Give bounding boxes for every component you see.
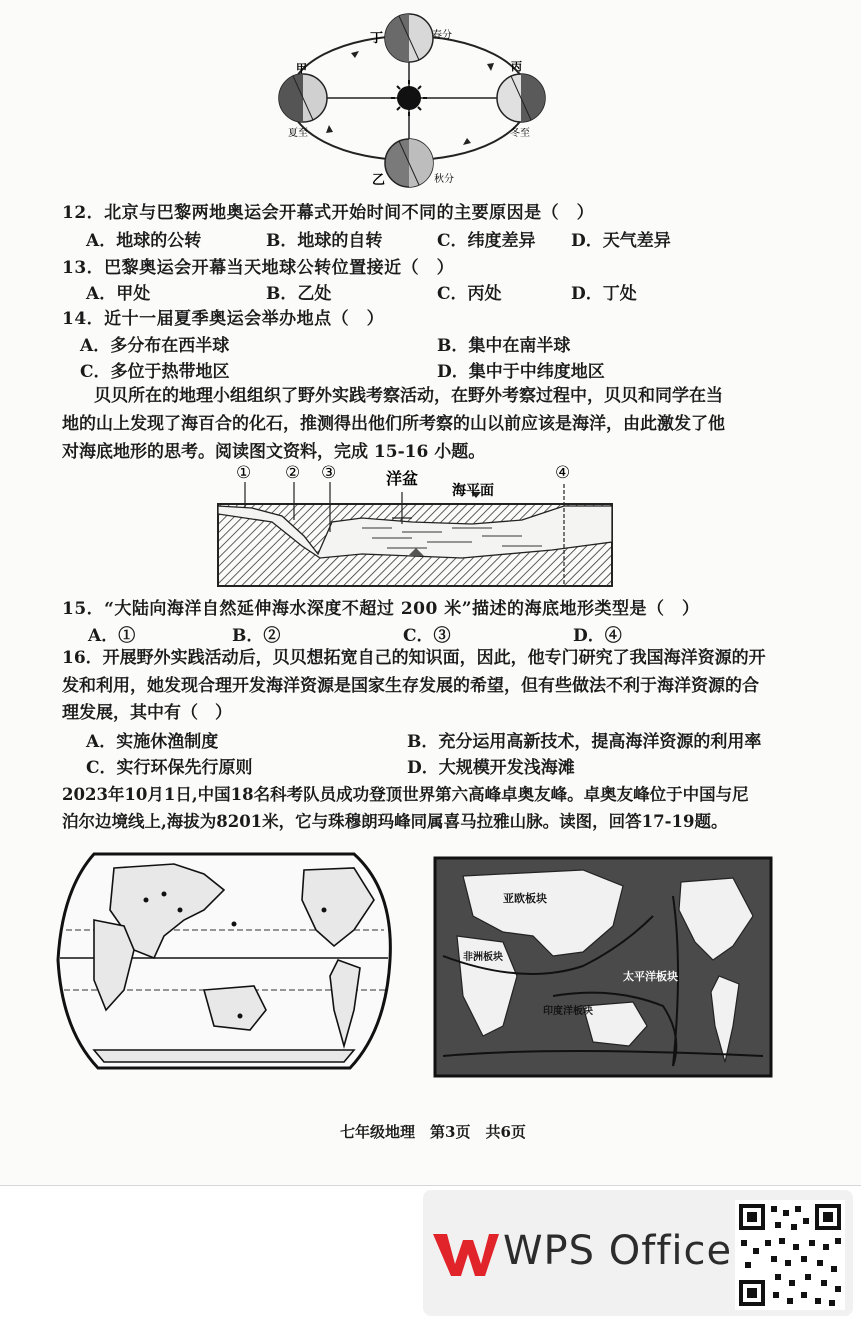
- q16-line1: 16．开展野外实践活动后，贝贝想拓宽自己的知识面，因此，他专门研究了我国海洋资源的开: [62, 648, 766, 668]
- q12-option-b[interactable]: B．地球的自转: [266, 231, 383, 251]
- q14-option-d[interactable]: D．集中于中纬度地区: [437, 362, 605, 382]
- label-xiazhi: 夏至: [288, 128, 308, 139]
- label-bing: 丙: [511, 60, 522, 73]
- marker-2: ②: [285, 463, 301, 483]
- eurasian-plate-label: 亚欧板块: [503, 892, 547, 905]
- label-qiufen: 秋分: [434, 174, 454, 185]
- earth-right-icon: [497, 74, 545, 122]
- q12-stem: 12．北京与巴黎两地奥运会开幕式开始时间不同的主要原因是（ ）: [62, 203, 595, 223]
- q16-option-c[interactable]: C．实行环保先行原则: [86, 758, 253, 778]
- q15-option-a[interactable]: A．①: [88, 626, 136, 646]
- sea-level-label: 海平面: [452, 483, 494, 499]
- earth-left-icon: [279, 74, 327, 122]
- marker-4: ④: [555, 463, 571, 483]
- q14-stem: 14．近十一届夏季奥运会举办地点（ ）: [62, 309, 385, 329]
- marker-1: ①: [236, 463, 252, 483]
- earth-bottom-icon: [385, 139, 433, 187]
- antarctica-shape: [94, 1050, 354, 1062]
- q12-option-d[interactable]: D．天气差异: [571, 231, 671, 251]
- label-yi: 乙: [372, 173, 386, 188]
- passage2-line2: 泊尔边境线上,海拔为8201米，它与珠穆朗玛峰同属喜马拉雅山脉。读图，回答17-19题。: [62, 812, 728, 831]
- q15-option-b[interactable]: B．②: [232, 626, 281, 646]
- marker-3: ③: [321, 463, 337, 483]
- qr-code-icon[interactable]: [735, 1200, 845, 1310]
- q13-stem: 13．巴黎奥运会开幕当天地球公转位置接近（ ）: [62, 258, 455, 278]
- indo-australian-plate-label: 印度洋板块: [543, 1006, 593, 1017]
- label-ding: 丁: [370, 31, 384, 46]
- plate-tectonics-map: [433, 856, 773, 1078]
- passage1-line3: 对海底地形的思考。阅读图文资料，完成 15-16 小题。: [62, 442, 486, 462]
- q16-option-b[interactable]: B．充分运用高新技术，提高海洋资源的利用率: [407, 732, 762, 752]
- page-divider: [0, 1185, 861, 1186]
- wps-brand-text: WPS Office: [503, 1228, 733, 1274]
- label-chunfen: 春分: [432, 30, 452, 41]
- q13-option-a[interactable]: A．甲处: [86, 284, 151, 304]
- q16-line2: 发和利用，她发现合理开发海洋资源是国家生存发展的希望，但有些做法不利于海洋资源的合: [62, 676, 759, 696]
- earth-top-icon: [385, 14, 433, 62]
- basin-label: 洋盆: [386, 469, 419, 488]
- wps-logo-icon: [431, 1230, 501, 1280]
- q15-option-d[interactable]: D．④: [573, 626, 622, 646]
- q15-stem: 15．“大陆向海洋自然延伸海水深度不超过 200 米”描述的海底地形类型是（ ）: [62, 599, 700, 619]
- african-plate-label: 非洲板块: [463, 952, 503, 963]
- q13-option-d[interactable]: D．丁处: [571, 284, 637, 304]
- label-dongzhi: 冬至: [510, 128, 530, 139]
- q14-option-b[interactable]: B．集中在南半球: [437, 336, 571, 356]
- seafloor-profile-diagram: [212, 462, 616, 590]
- passage1-line2: 地的山上发现了海百合的化石，推测得出他们所考察的山以前应该是海洋，由此激发了他: [62, 414, 725, 434]
- passage2-line1: 2023年10月1日,中国18名科考队员成功登顶世界第六高峰卓奥友峰。卓奥友峰位于中国与尼: [62, 785, 749, 804]
- q16-line3: 理发展，其中有（ ）: [62, 703, 232, 723]
- page-footer: 七年级地理 第3页 共6页: [340, 1123, 526, 1141]
- q16-option-a[interactable]: A．实施休渔制度: [86, 732, 219, 752]
- q13-option-b[interactable]: B．乙处: [266, 284, 332, 304]
- wps-watermark-panel: [423, 1190, 853, 1316]
- earth-orbit-diagram: [266, 8, 566, 194]
- q15-option-c[interactable]: C．③: [403, 626, 451, 646]
- q14-option-c[interactable]: C．多位于热带地区: [80, 362, 230, 382]
- q13-option-c[interactable]: C．丙处: [437, 284, 502, 304]
- q12-option-a[interactable]: A．地球的公转: [86, 231, 202, 251]
- passage1-line1: 贝贝所在的地理小组组织了野外实践考察活动，在野外考察过程中，贝贝和同学在当: [94, 386, 723, 406]
- q16-option-d[interactable]: D．大规模开发浅海滩: [407, 758, 575, 778]
- q12-option-c[interactable]: C．纬度差异: [437, 231, 536, 251]
- q14-option-a[interactable]: A．多分布在西半球: [80, 336, 230, 356]
- world-map-olympic-hosts: [54, 850, 394, 1072]
- label-jia: 甲: [296, 62, 307, 75]
- pacific-plate-label: 太平洋板块: [623, 970, 678, 983]
